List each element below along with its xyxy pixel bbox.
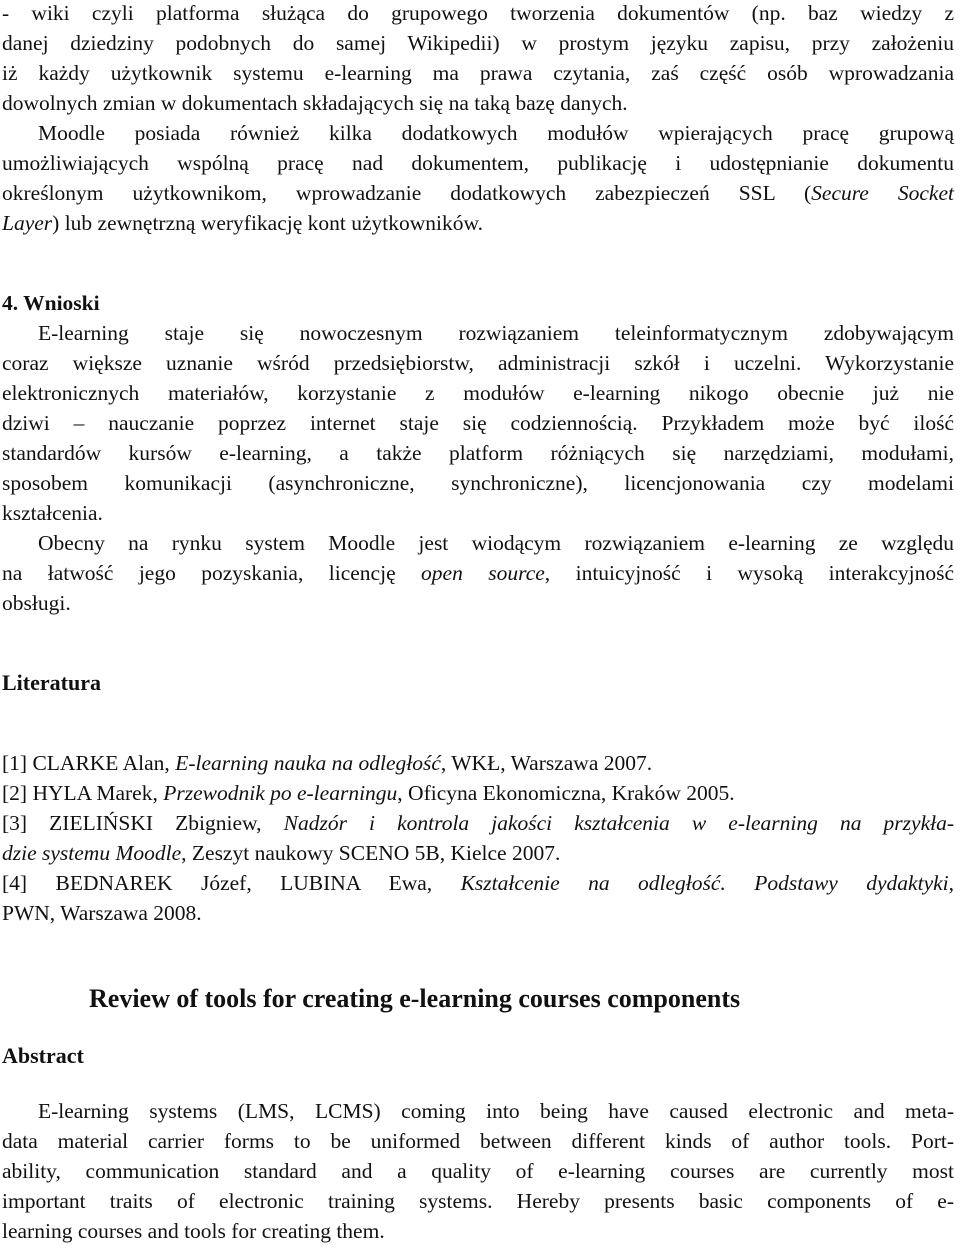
- reference-title: dzie systemu Moodle: [2, 841, 182, 865]
- conclusions-line: E-learning staje się nowoczesnym rozwiązaniem teleinformatycznym zdobywającym: [38, 321, 954, 345]
- reference-publisher: , Zeszyt naukowy SCENO 5B, Kielce 2007.: [181, 841, 561, 865]
- reference-punct: ,: [948, 871, 955, 895]
- moodle-line: [2, 208, 954, 238]
- moodle-line: umożliwiających wspólną pracę nad dokumentem, publikację i udostępnianie dokumentu: [2, 151, 954, 175]
- abstract-heading: Abstract: [2, 1043, 84, 1068]
- conclusions-line: obsługi.: [2, 591, 71, 615]
- abstract-line: important traits of electronic training systems. Hereby presents basic components of e-: [2, 1189, 954, 1213]
- abstract-line: learning courses and tools for creating them.: [2, 1219, 385, 1243]
- conclusions-line: elektronicznych materiałów, korzystanie z modułów e-learning nikogo obecnie już nie: [2, 381, 954, 405]
- english-title: Review of tools for creating e-learning courses components: [89, 984, 741, 1013]
- moodle-text: określonym użytkownikom, wprowadzanie dodatkowych zabezpieczeń SSL (: [2, 181, 812, 205]
- reference-item: [2, 868, 954, 898]
- reference-title: Nadzór i kontrola jakości kształcenia w e-learning na przykła-: [283, 811, 955, 835]
- reference-item-continued: PWN, Warszawa 2008.: [2, 901, 202, 925]
- conclusions-line: [2, 558, 954, 588]
- reference-item: [2, 748, 954, 778]
- abstract-line: ability, communication standard and a quality of e-learning courses are currently most: [2, 1159, 954, 1183]
- intro-line: dowolnych zmian w dokumentach składających się na taką bazę danych.: [2, 91, 628, 115]
- reference-item-continued: [2, 838, 954, 868]
- reference-title: Kształcenie na odległość. Podstawy dydaktyki: [460, 871, 949, 895]
- conclusions-line: sposobem komunikacji (asynchroniczne, synchroniczne), licencjonowania czy modelami: [2, 471, 954, 495]
- reference-author: [1] CLARKE Alan,: [2, 751, 176, 775]
- moodle-italic: Layer: [2, 211, 53, 235]
- reference-author: [4] BEDNAREK Józef, LUBINA Ewa,: [2, 871, 461, 895]
- reference-author: [3] ZIELIŃSKI Zbigniew,: [2, 811, 284, 835]
- reference-title: E-learning nauka na odległość: [175, 751, 441, 775]
- conclusions-line: kształcenia.: [2, 501, 103, 525]
- conclusions-line: Obecny na rynku system Moodle jest wiodącym rozwiązaniem e-learning ze względu: [38, 531, 954, 555]
- intro-line: - wiki czyli platforma służąca do grupowego tworzenia dokumentów (np. baz wiedzy z: [2, 1, 954, 25]
- reference-publisher: , Oficyna Ekonomiczna, Kraków 2005.: [397, 781, 735, 805]
- conclusions-line: coraz większe uznanie wśród przedsiębiorstw, administracji szkół i uczelni. Wykorzystanie: [2, 351, 954, 375]
- conclusions-italic: open source: [421, 561, 545, 585]
- reference-publisher: , WKŁ, Warszawa 2007.: [440, 751, 653, 775]
- abstract-line: data material carrier forms to be uniformed between different kinds of author tools. Port-: [2, 1129, 954, 1153]
- reference-author: [2] HYLA Marek,: [2, 781, 164, 805]
- abstract-line: E-learning systems (LMS, LCMS) coming into being have caused electronic and meta-: [38, 1099, 954, 1123]
- conclusions-text: , intuicyjność i wysoką interakcyjność: [544, 561, 954, 585]
- moodle-text: ) lub zewnętrzną weryfikację kont użytkowników.: [52, 211, 484, 235]
- reference-item: [2, 778, 954, 808]
- reference-title: Przewodnik po e-learningu: [163, 781, 398, 805]
- intro-line: danej dziedziny podobnych do samej Wikipedii) w prostym języku zapisu, przy założeniu: [2, 31, 954, 55]
- conclusions-line: dziwi – nauczanie poprzez internet staje się codziennością. Przykładem może być ilość: [2, 411, 954, 435]
- section-heading-literature: Literatura: [2, 670, 101, 695]
- moodle-line: Moodle posiada również kilka dodatkowych modułów wpierających pracę grupową: [38, 121, 954, 145]
- reference-item: [2, 808, 954, 838]
- moodle-italic: Secure Socket: [811, 181, 954, 205]
- section-heading-conclusions: 4. Wnioski: [2, 291, 100, 315]
- conclusions-text: na łatwość jego pozyskania, licencję: [2, 561, 422, 585]
- intro-line: iż każdy użytkownik systemu e-learning ma prawa czytania, zaś część osób wprowadzania: [2, 61, 954, 85]
- moodle-line: [2, 178, 954, 208]
- conclusions-line: standardów kursów e-learning, a także platform różniących się narzędziami, modułami,: [2, 441, 954, 465]
